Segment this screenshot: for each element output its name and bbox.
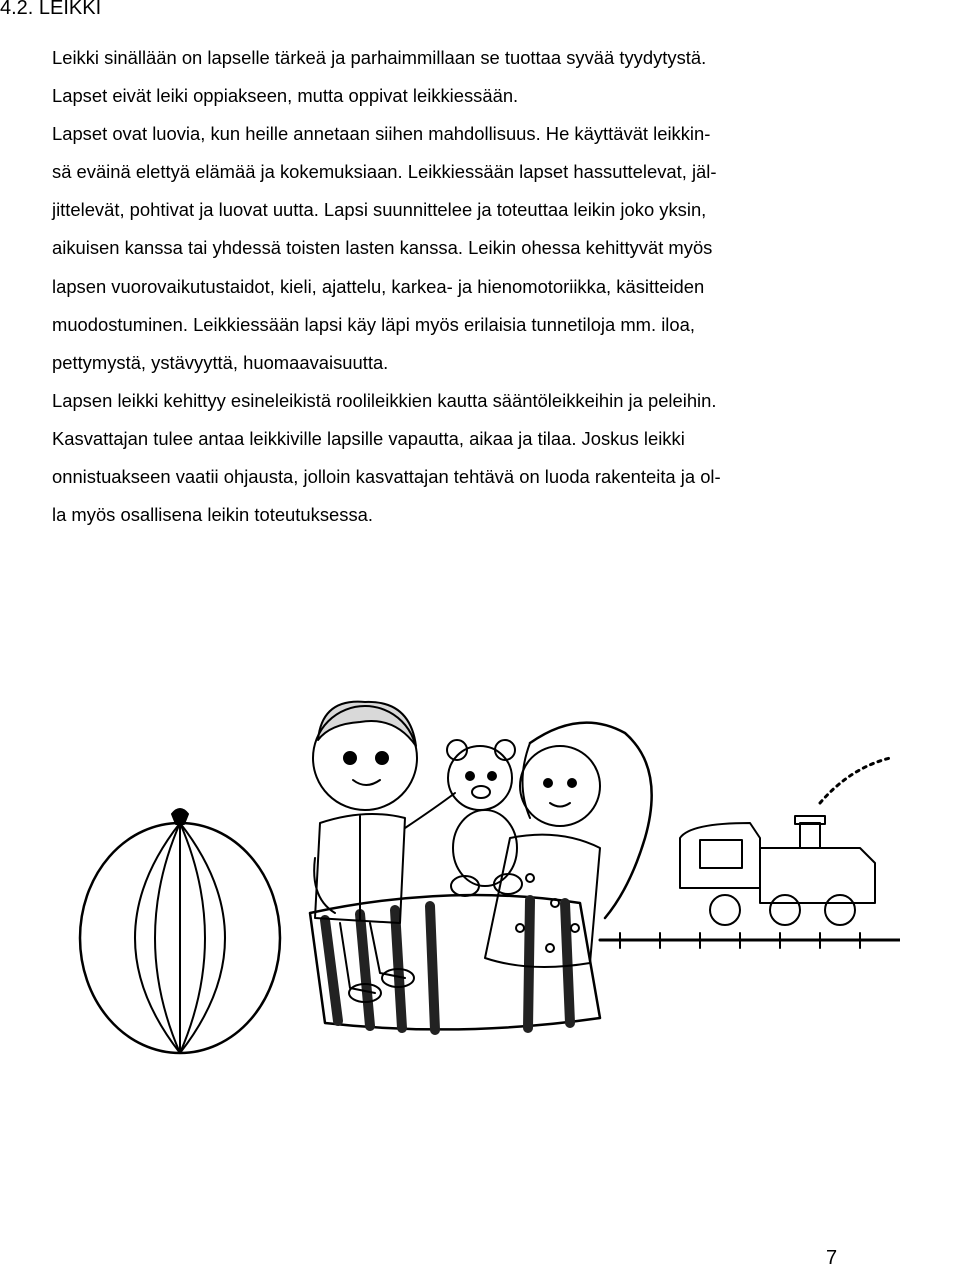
children-playing-illustration <box>60 688 900 1088</box>
text-line: la myös osallisena leikin toteutuksessa. <box>52 504 373 526</box>
toy-train-icon <box>680 758 890 925</box>
text-line: Lapset eivät leiki oppiakseen, mutta oppivat leikkiessään. <box>52 85 519 107</box>
page-number: 7 <box>826 1247 838 1269</box>
body-text <box>52 39 912 534</box>
railway-track-icon <box>600 933 900 948</box>
text-line: muodostuminen. Leikkiessään lapsi käy läpi myös erilaisia tunnetiloja mm. iloa, <box>52 313 695 335</box>
text-line: jittelevät, pohtivat ja luovat uutta. Lapsi suunnittelee ja toteuttaa leikin joko yksin, <box>52 199 707 221</box>
text-line: sä eväinä elettyä elämää ja kokemuksiaan. Leikkiessään lapset hassuttelevat, jäl- <box>52 161 717 183</box>
text-line: Kasvattajan tulee antaa leikkiville lapsille vapautta, aikaa ja tilaa. Joskus leikki <box>52 427 685 449</box>
striped-ball-icon <box>80 809 280 1053</box>
teddy-bear-icon <box>447 740 522 896</box>
section-heading: 4.2. LEIKKI <box>0 0 102 19</box>
text-line: aikuisen kanssa tai yhdessä toisten lasten kanssa. Leikin ohessa kehittyvät myös <box>52 237 713 259</box>
text-line: pettymystä, ystävyyttä, huomaavaisuutta. <box>52 351 389 373</box>
text-line: onnistuakseen vaatii ohjausta, jolloin kasvattajan tehtävä on luoda rakenteita ja ol- <box>52 466 721 488</box>
text-line: lapsen vuorovaikutustaidot, kieli, ajattelu, karkea- ja hienomotoriikka, käsitteiden <box>52 275 705 297</box>
striped-seat-icon <box>310 895 600 1030</box>
text-line: Leikki sinällään on lapselle tärkeä ja parhaimmillaan se tuottaa syvää tyydytystä. <box>52 47 707 68</box>
text-line: Lapsen leikki kehittyy esineleikistä roolileikkien kautta sääntöleikkeihin ja peleihin. <box>52 389 717 411</box>
text-line: Lapset ovat luovia, kun heille annetaan siihen mahdollisuus. He käyttävät leikkin- <box>52 123 711 145</box>
